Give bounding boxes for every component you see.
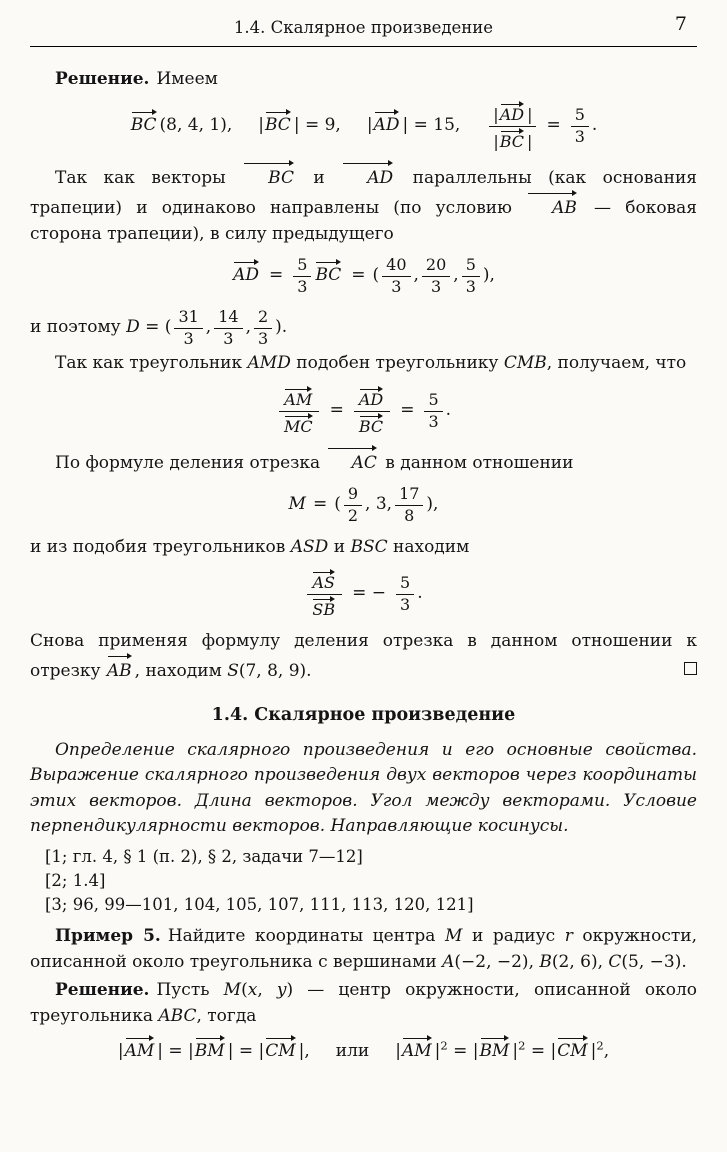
math-term: [486, 99, 597, 152]
fraction-denominator: 3: [465, 277, 476, 297]
math-text: (2, 6),: [551, 951, 609, 972]
math-var: S: [227, 661, 239, 682]
math-term: [258, 110, 341, 135]
formula-AD-equals: [30, 254, 697, 297]
math-term: [367, 110, 460, 135]
vector: AM: [124, 1036, 158, 1061]
fraction-denominator: 3: [223, 328, 234, 348]
fraction-denominator: 3: [257, 328, 269, 348]
math-text: ,: [257, 980, 277, 1001]
math-var: M: [444, 926, 463, 947]
fraction-denominator: 3: [400, 594, 411, 614]
math-text: =: [139, 316, 165, 337]
vector: BC: [242, 161, 297, 192]
fraction-numerator: [489, 99, 536, 127]
math-term: [304, 567, 422, 620]
fraction: [571, 104, 589, 147]
vector: AD: [341, 161, 396, 192]
math-text: | = 9,: [293, 114, 341, 135]
formula-ratio-AS-SB: [30, 567, 697, 620]
body-text: , находим: [134, 661, 228, 682]
body-text: и из подобия треугольников: [30, 536, 291, 557]
math-text: (7, 8, 9).: [238, 661, 312, 682]
math-text: ,: [245, 316, 251, 337]
vector: BC: [499, 129, 527, 151]
math-text: |: [117, 1041, 124, 1062]
body-text: , тогда: [196, 1005, 257, 1026]
math-var: ABC: [158, 1005, 197, 1026]
header-rule: [30, 46, 697, 47]
fraction-numerator: 5: [424, 389, 442, 412]
math-text: ),: [426, 493, 439, 514]
math-text: |: [590, 1041, 597, 1062]
vector: AB: [526, 191, 580, 222]
math-var: CMB: [503, 353, 547, 374]
vector: AD: [373, 110, 403, 135]
math-text: |: [527, 105, 533, 125]
fraction-numerator: 5: [462, 254, 480, 277]
fraction-denominator: [489, 127, 536, 152]
math-var: ASD: [290, 536, 329, 557]
fraction: [395, 483, 423, 526]
body-text: подобен треугольнику: [290, 353, 504, 374]
math-text: .: [417, 582, 423, 603]
fraction: [396, 572, 414, 615]
reference-item: [2; 1.4]: [45, 870, 106, 890]
fraction: [462, 254, 480, 297]
math-term: [289, 483, 439, 526]
math-var: D: [126, 316, 140, 337]
math-text: ),: [482, 265, 495, 286]
fraction-denominator: 3: [183, 328, 194, 348]
vector: AM: [283, 387, 315, 409]
equals-sign: =: [329, 399, 344, 420]
math-text: ,: [453, 265, 459, 286]
vector: AB: [106, 654, 135, 685]
fraction: [279, 384, 320, 437]
fraction-numerator: 5: [293, 254, 311, 277]
reference-list: [30, 845, 697, 917]
math-text: (: [164, 316, 172, 337]
math-text: (8, 4, 1),: [159, 114, 233, 135]
fraction-denominator: [307, 595, 342, 620]
formula-point-M: [30, 483, 697, 526]
solution-label: Решение.: [55, 980, 150, 1001]
fraction-denominator: 3: [431, 277, 442, 297]
fraction-denominator: 2: [347, 505, 359, 525]
equals-sign: =: [312, 493, 328, 514]
body-text: Пусть: [156, 980, 224, 1001]
fraction-numerator: 20: [422, 254, 450, 277]
math-text: |,: [298, 1041, 310, 1062]
math-text: |: [527, 131, 533, 151]
math-text: (: [241, 980, 248, 1001]
math-var: M: [223, 980, 242, 1001]
fraction-denominator: 3: [297, 277, 308, 297]
math-var: y: [276, 980, 287, 1001]
math-text: (: [372, 265, 380, 286]
math-var: x: [247, 980, 258, 1001]
fraction-denominator: 3: [574, 126, 585, 146]
fraction-denominator: [354, 412, 390, 437]
superscript: 2: [440, 1038, 448, 1053]
fraction-numerator: 2: [254, 306, 272, 329]
vector: BC: [314, 260, 344, 285]
math-text: (−2, −2),: [454, 951, 540, 972]
math-text: |: [434, 1041, 441, 1062]
math-text: ).: [275, 316, 288, 337]
qed-box: [684, 662, 697, 675]
fraction-numerator: 9: [344, 483, 362, 506]
math-text: ,: [603, 1041, 610, 1062]
example-paragraph: [30, 924, 697, 975]
reference-item: [1; гл. 4, § 1 (п. 2), § 2, задачи 7—12]: [45, 846, 363, 866]
fraction: [424, 389, 442, 432]
vector: AM: [401, 1036, 435, 1061]
superscript: 2: [596, 1038, 604, 1053]
paragraph-conclusion: [30, 629, 697, 685]
fraction: [382, 254, 410, 297]
fraction: [174, 306, 202, 349]
vector: AD: [358, 387, 386, 409]
math-text: = |: [447, 1041, 479, 1062]
example-label: Пример 5.: [55, 926, 161, 947]
math-text: |: [395, 1041, 401, 1062]
math-text: .: [591, 114, 598, 135]
solution-label: Решение.: [55, 68, 150, 89]
equals-sign: = −: [352, 582, 387, 603]
body-text: — боковая сторона трапеции), в силу предыдущего: [30, 198, 697, 244]
math-text: |: [366, 114, 373, 135]
page-number: 7: [674, 13, 687, 35]
math-text: ,: [205, 316, 212, 337]
math-text: |: [493, 131, 499, 151]
fraction-denominator: 3: [391, 277, 402, 297]
paragraph-point-D: [30, 306, 697, 349]
page-header: [30, 14, 697, 46]
solution2-paragraph: [30, 978, 697, 1029]
body-text: в данном отношении: [379, 452, 574, 473]
fraction-numerator: [307, 567, 342, 595]
vector: BC: [358, 414, 386, 436]
fraction: [254, 306, 272, 349]
formula-circumcenter: [30, 1036, 697, 1061]
section-heading: 1.4. Скалярное произведение: [211, 704, 516, 725]
section-abstract: Определение скалярного произведения и его основные свойства. Выражение скалярного произведения двух векторов через координаты этих векторов. Длина векторов. Угол между векторами. Условие перпендикулярности векторов. Направляющие косинусы.: [30, 739, 697, 837]
body-text: и поэтому: [30, 316, 127, 337]
vector: BC: [264, 110, 294, 135]
connector-word: или: [335, 1041, 370, 1062]
fraction-numerator: 31: [174, 306, 202, 329]
math-var: B: [539, 951, 552, 972]
reference-item: [3; 96, 99—101, 104, 105, 107, 111, 113, 120, 121]: [45, 894, 474, 914]
math-text: ,: [413, 265, 419, 286]
formula-given-values: [30, 99, 697, 152]
body-text: ) — центр окружности, описанной около треугольника: [30, 980, 698, 1026]
body-text: По формуле деления отрезка: [55, 452, 326, 473]
body-text: и: [296, 167, 342, 188]
fraction-numerator: 5: [396, 572, 414, 595]
body-text: Так как векторы: [55, 167, 243, 188]
body-text: окружности, описанной около треугольника с вершинами: [30, 926, 698, 972]
body-text: и радиус: [462, 926, 565, 947]
vector: AS: [311, 570, 338, 592]
fraction-numerator: 17: [395, 483, 423, 506]
paragraph-parallel-vectors: [30, 161, 697, 248]
math-var: M: [288, 493, 306, 514]
fraction-numerator: 5: [571, 104, 589, 127]
running-title: 1.4. Скалярное произведение: [233, 18, 494, 37]
body-text: находим: [387, 536, 470, 557]
fraction: [354, 384, 390, 437]
body-text: Так как треугольник: [55, 353, 248, 374]
math-text: |: [493, 105, 499, 125]
math-term: [118, 1036, 310, 1061]
vector: CM: [556, 1036, 590, 1061]
math-term: [130, 110, 233, 135]
math-text: (5, −3).: [621, 951, 687, 972]
math-text: |: [258, 114, 264, 135]
body-text: и: [328, 536, 351, 557]
paragraph-similar-triangles-1: [30, 351, 697, 377]
math-text: , 3,: [365, 493, 393, 514]
fraction-denominator: 8: [404, 505, 415, 525]
math-text: .: [445, 399, 452, 420]
fraction-denominator: 3: [428, 411, 439, 431]
solution-intro-text: Имеем: [156, 68, 218, 89]
vector: AC: [326, 446, 380, 477]
math-var: AMD: [247, 353, 291, 374]
math-text: | = |: [157, 1041, 194, 1062]
fraction-numerator: [354, 384, 390, 412]
math-text: (: [334, 493, 341, 514]
math-text: |: [512, 1041, 519, 1062]
body-text: , получаем, что: [546, 353, 687, 374]
fraction: [489, 99, 536, 152]
vector: MC: [283, 414, 316, 436]
paragraph-similar-triangles-2: [30, 535, 697, 561]
math-text: = |: [525, 1041, 557, 1062]
fraction-denominator: [279, 412, 320, 437]
vector: AD: [499, 102, 527, 124]
vector: BM: [479, 1036, 513, 1061]
body-text: параллельны (как основания трапеции) и одинаково направлены (по условию: [30, 167, 698, 219]
vector: BM: [194, 1036, 228, 1061]
paragraph-division-formula: [30, 446, 697, 477]
vector: CM: [264, 1036, 298, 1061]
math-var: A: [442, 951, 455, 972]
equals-sign: =: [546, 114, 561, 135]
math-term: [232, 254, 495, 297]
math-term: [395, 1036, 609, 1061]
vector: AD: [232, 260, 262, 285]
math-term: [276, 384, 451, 437]
fraction-numerator: 40: [382, 254, 410, 277]
vector: BC: [130, 110, 160, 135]
formula-ratio-AM-MC: [30, 384, 697, 437]
fraction-numerator: [279, 384, 319, 412]
fraction: [214, 306, 242, 349]
solution-intro-paragraph: [30, 67, 697, 93]
fraction: [344, 483, 362, 526]
fraction: [293, 254, 311, 297]
math-var: BSC: [350, 536, 388, 557]
math-var: r: [564, 926, 573, 947]
math-text: | = 15,: [402, 114, 461, 135]
fraction: [307, 567, 342, 620]
vector: SB: [311, 597, 338, 619]
math-text: | = |: [227, 1041, 265, 1062]
superscript: 2: [518, 1038, 526, 1053]
body-text: Снова применяя формулу деления отрезка в данном отношении к отрезку: [30, 630, 697, 682]
math-var: C: [608, 951, 622, 972]
body-text: Найдите координаты центра: [167, 926, 445, 947]
fraction: [422, 254, 450, 297]
equals-sign: =: [269, 265, 284, 286]
equals-sign: =: [351, 265, 366, 286]
equals-sign: =: [400, 399, 415, 420]
fraction-numerator: 14: [214, 306, 242, 329]
